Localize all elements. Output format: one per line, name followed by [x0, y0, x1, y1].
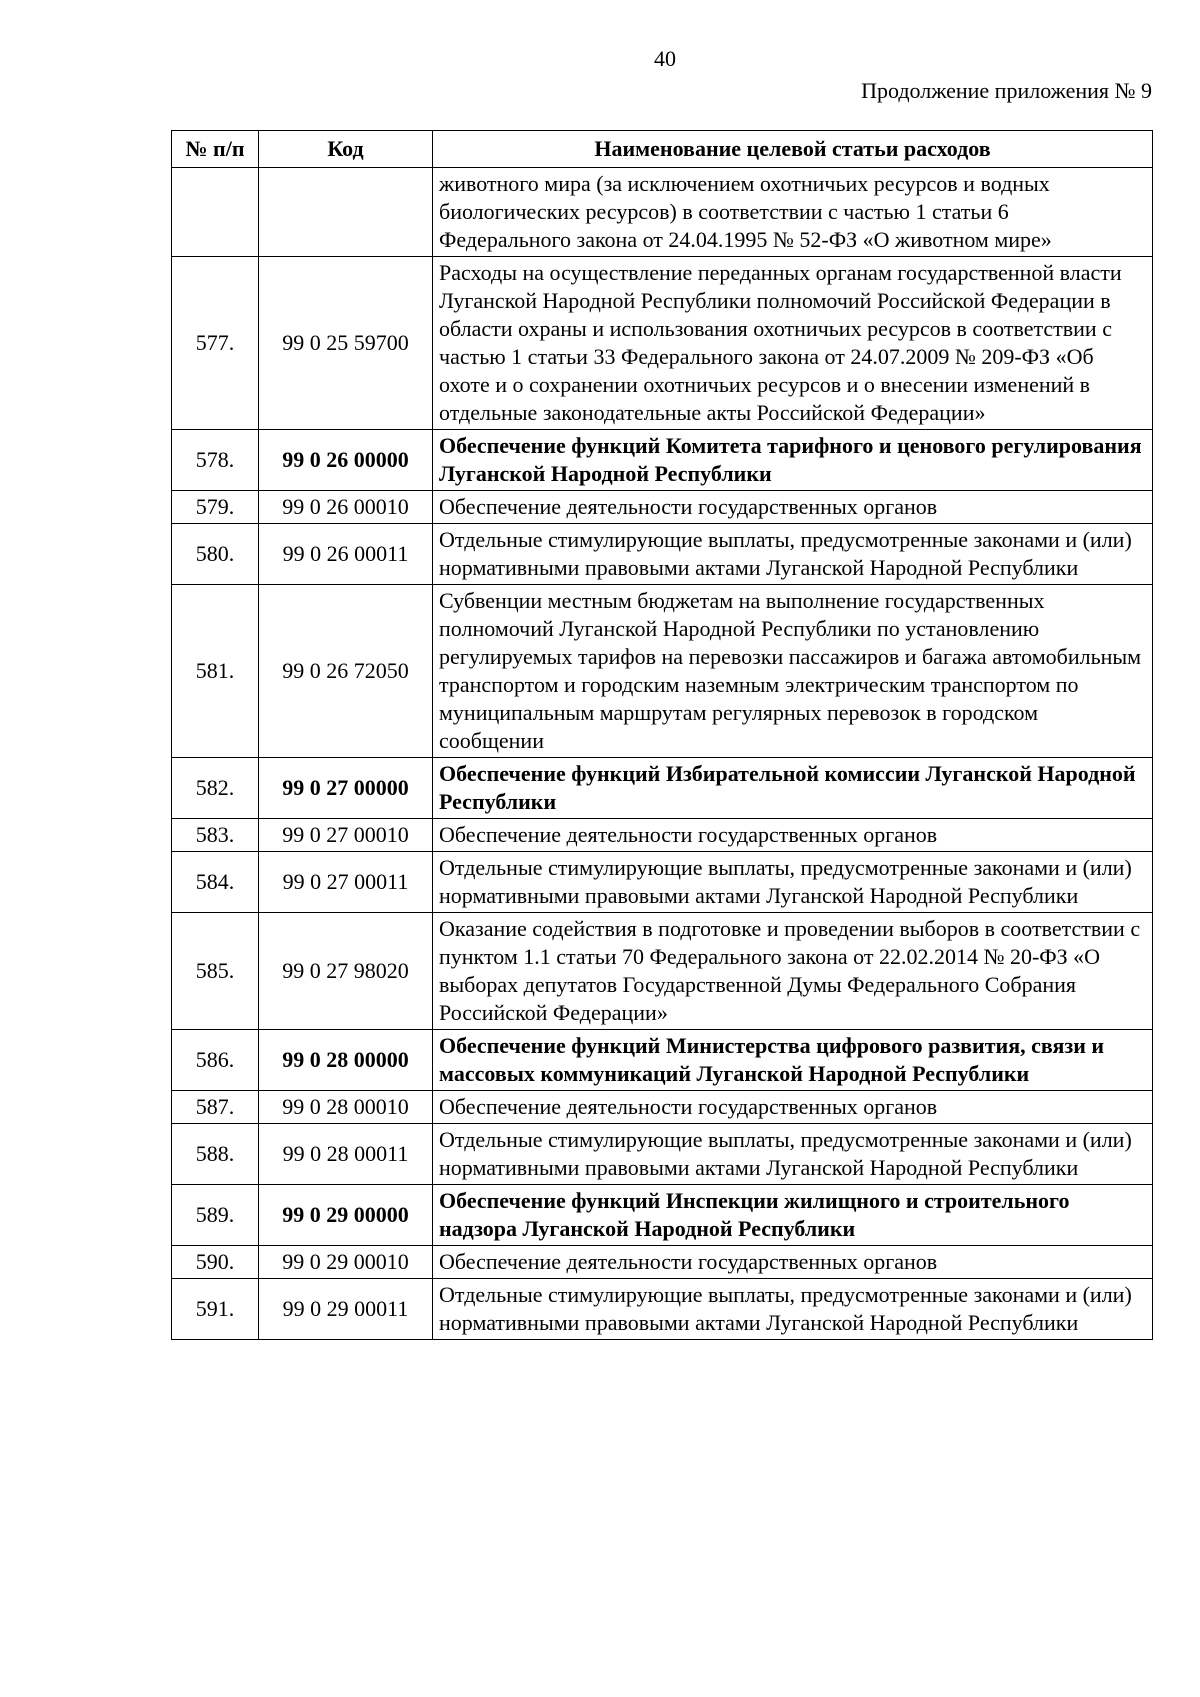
row-name: Обеспечение функций Инспекции жилищного и строительного надзора Луганской Народной Республики	[433, 1185, 1153, 1246]
table-row	[172, 524, 1153, 585]
row-number: 581.	[172, 585, 259, 758]
row-number: 578.	[172, 430, 259, 491]
row-code: 99 0 28 00011	[259, 1124, 433, 1185]
row-number: 580.	[172, 524, 259, 585]
row-number: 588.	[172, 1124, 259, 1185]
row-number: 579.	[172, 491, 259, 524]
row-name: Обеспечение функций Министерства цифрового развития, связи и массовых коммуникаций Луганской Народной Республики	[433, 1030, 1153, 1091]
row-code: 99 0 27 00010	[259, 819, 433, 852]
table-row	[172, 585, 1153, 758]
table-row	[172, 913, 1153, 1030]
header-name: Наименование целевой статьи расходов	[433, 131, 1153, 168]
table-row	[172, 819, 1153, 852]
table-row	[172, 1091, 1153, 1124]
row-name: Субвенции местным бюджетам на выполнение государственных полномочий Луганской Народной Республики по установлению регулируемых тарифов на перевозки пассажиров и багажа автомобильным транспортом и городским наземным электрическим транспортом по муниципальным маршрутам регулярных перевозок в городском сообщении	[433, 585, 1153, 758]
table-row	[172, 1246, 1153, 1279]
table-row	[172, 852, 1153, 913]
row-number: 577.	[172, 257, 259, 430]
row-code: 99 0 25 59700	[259, 257, 433, 430]
table-row	[172, 430, 1153, 491]
header-code: Код	[259, 131, 433, 168]
row-name: Отдельные стимулирующие выплаты, предусмотренные законами и (или) нормативными правовыми актами Луганской Народной Республики	[433, 852, 1153, 913]
row-name: Обеспечение деятельности государственных органов	[433, 491, 1153, 524]
row-number: 586.	[172, 1030, 259, 1091]
row-name: Обеспечение деятельности государственных органов	[433, 1091, 1153, 1124]
row-name: Отдельные стимулирующие выплаты, предусмотренные законами и (или) нормативными правовыми актами Луганской Народной Республики	[433, 1124, 1153, 1185]
row-name: животного мира (за исключением охотничьих ресурсов и водных биологических ресурсов) в соответствии с частью 1 статьи 6 Федерального закона от 24.04.1995 № 52-ФЗ «О животном мире»	[433, 168, 1153, 257]
row-name: Обеспечение деятельности государственных органов	[433, 1246, 1153, 1279]
row-number: 584.	[172, 852, 259, 913]
table-row	[172, 1124, 1153, 1185]
row-name: Обеспечение функций Избирательной комиссии Луганской Народной Республики	[433, 758, 1153, 819]
row-code: 99 0 29 00010	[259, 1246, 433, 1279]
row-name: Обеспечение функций Комитета тарифного и ценового регулирования Луганской Народной Республики	[433, 430, 1153, 491]
row-code: 99 0 29 00000	[259, 1185, 433, 1246]
row-code: 99 0 26 00010	[259, 491, 433, 524]
row-name: Оказание содействия в подготовке и проведении выборов в соответствии с пунктом 1.1 статьи 70 Федерального закона от 22.02.2014 № 20-ФЗ «О выборах депутатов Государственной Думы Федерального Собрания Российской Федерации»	[433, 913, 1153, 1030]
row-number: 582.	[172, 758, 259, 819]
budget-target-items-table	[171, 130, 1153, 1340]
row-number: 587.	[172, 1091, 259, 1124]
row-name: Расходы на осуществление переданных органам государственной власти Луганской Народной Республики полномочий Российской Федерации в области охраны и использования охотничьих ресурсов в соответствии с частью 1 статьи 33 Федерального закона от 24.07.2009 № 209-ФЗ «Об охоте и о сохранении охотничьих ресурсов и о внесении изменений в отдельные законодательные акты Российской Федерации»	[433, 257, 1153, 430]
row-number: 590.	[172, 1246, 259, 1279]
row-code	[259, 168, 433, 257]
row-code: 99 0 27 00000	[259, 758, 433, 819]
table-body	[172, 168, 1153, 1340]
row-name: Обеспечение деятельности государственных органов	[433, 819, 1153, 852]
row-number: 589.	[172, 1185, 259, 1246]
row-code: 99 0 28 00010	[259, 1091, 433, 1124]
table-row	[172, 1279, 1153, 1340]
table-row	[172, 1030, 1153, 1091]
row-code: 99 0 28 00000	[259, 1030, 433, 1091]
table-row	[172, 758, 1153, 819]
row-number: 591.	[172, 1279, 259, 1340]
table-row	[172, 491, 1153, 524]
row-name: Отдельные стимулирующие выплаты, предусмотренные законами и (или) нормативными правовыми актами Луганской Народной Республики	[433, 524, 1153, 585]
row-code: 99 0 26 00011	[259, 524, 433, 585]
row-code: 99 0 27 00011	[259, 852, 433, 913]
row-code: 99 0 26 72050	[259, 585, 433, 758]
table-row	[172, 168, 1153, 257]
row-number	[172, 168, 259, 257]
row-number: 583.	[172, 819, 259, 852]
table-row	[172, 257, 1153, 430]
page-number: 40	[654, 46, 676, 71]
row-number: 585.	[172, 913, 259, 1030]
row-code: 99 0 27 98020	[259, 913, 433, 1030]
row-name: Отдельные стимулирующие выплаты, предусмотренные законами и (или) нормативными правовыми актами Луганской Народной Республики	[433, 1279, 1153, 1340]
header-number: № п/п	[172, 131, 259, 168]
row-code: 99 0 26 00000	[259, 430, 433, 491]
row-code: 99 0 29 00011	[259, 1279, 433, 1340]
table-row	[172, 1185, 1153, 1246]
appendix-continuation-note: Продолжение приложения № 9	[861, 78, 1152, 103]
table-header-row	[172, 131, 1153, 168]
